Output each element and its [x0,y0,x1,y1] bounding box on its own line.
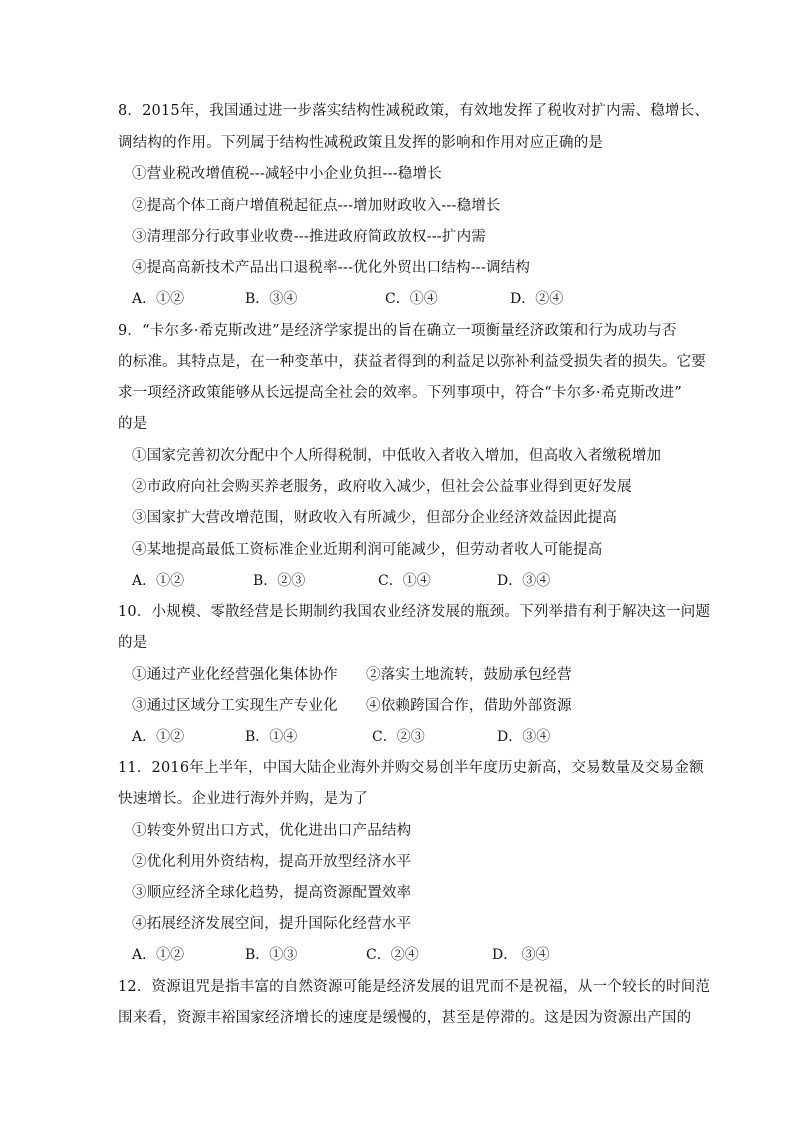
q8-option-b: B．③④ [245,291,298,307]
q12-stem-line-1: 12．资源诅咒是指丰富的自然资源可能是经济发展的诅咒而不是祝福，从一个较长的时间范 [118,979,711,995]
q11-item-1: ①转变外贸出口方式，优化进出口产品结构 [132,823,412,839]
q11-item-2: ②优化利用外资结构，提高开放型经济水平 [132,854,412,870]
q11-option-d: D． ③④ [492,947,550,963]
q10-item-3: ③通过区域分工实现生产专业化 [132,698,338,714]
q9-stem-line-1: 9．“卡尔多·希克斯改进”是经济学家提出的旨在确立一项衡量经济政策和行为成功与否 [118,323,677,339]
q11-item-3: ③顺应经济全球化趋势，提高资源配置效率 [132,885,412,901]
q8-item-3: ③清理部分行政事业收费---推进政府简政放权---扩内需 [132,229,486,245]
q10-option-a: A．①② [132,729,185,745]
q12-stem-line-2: 围来看，资源丰裕国家经济增长的速度是缓慢的，甚至是停滞的。这是因为资源出产国的 [118,1010,692,1026]
q10-stem-line-1: 10．小规模、零散经营是长期制约我国农业经济发展的瓶颈。下列举措有利于解决这一问题 [118,604,711,620]
q9-stem-line-3: 求一项经济政策能够从长远提高全社会的效率。下列事项中，符合“卡尔多·希克斯改进” [118,385,682,401]
q8-option-a: A．①② [132,291,185,307]
q10-stem-line-2: 的是 [118,635,148,651]
q10-item-1: ①通过产业化经营强化集体协作 [132,667,338,683]
q10-option-c: C．②③ [372,729,425,745]
q10-option-b: B．①④ [245,729,298,745]
q9-item-4: ④某地提高最低工资标准企业近期利润可能减少，但劳动者收人可能提高 [132,542,603,558]
q9-option-a: A．①② [132,573,185,589]
q11-item-4: ④拓展经济发展空间，提升国际化经营水平 [132,916,412,932]
q11-option-b: B．①③ [245,947,298,963]
q11-option-c: C．②④ [366,947,419,963]
q8-item-2: ②提高个体工商户增值税起征点---增加财政收入---稳增长 [132,198,501,214]
q8-stem-line-1: 8．2015年，我国通过进一步落实结构性减税政策，有效地发挥了税收对扩内需、稳增长、 [118,103,710,119]
q11-stem-line-1: 11．2016年上半年，中国大陆企业海外并购交易创半年度历史新高，交易数量及交易金额 [118,760,704,776]
q9-item-1: ①国家完善初次分配中个人所得税制，中低收入者收入增加，但高收入者缴税增加 [132,448,662,464]
q9-item-2: ②市政府向社会购买养老服务，政府收入减少，但社会公益事业得到更好发展 [132,479,632,495]
q8-item-1: ①营业税改增值税---减轻中小企业负担---稳增长 [132,166,442,182]
q9-stem-line-4: 的是 [118,416,148,432]
q9-item-3: ③国家扩大营改增范围，财政收入有所减少，但部分企业经济效益因此提高 [132,510,618,526]
q8-item-4: ④提高高新技术产品出口退税率---优化外贸出口结构---调结构 [132,260,531,276]
q10-item-2: ②落实土地流转，鼓励承包经营 [366,667,572,683]
q10-item-4: ④依赖跨国合作，借助外部资源 [366,698,572,714]
q8-option-c: C．①④ [385,291,438,307]
q8-stem-line-2: 调结构的作用。下列属于结构性减税政策且发挥的影响和作用对应正确的是 [118,135,604,151]
q10-option-d: D．③④ [497,729,551,745]
q9-option-b: B．②③ [253,573,306,589]
q9-stem-line-2: 的标准。其特点是，在一种变革中，获益者得到的利益足以弥补利益受损失者的损失。它要 [118,354,706,370]
q9-option-c: C．①④ [378,573,431,589]
q11-stem-line-2: 快速增长。企业进行海外并购，是为了 [118,791,368,807]
q9-option-d: D．③④ [497,573,551,589]
q8-option-d: D．②④ [510,291,564,307]
q11-option-a: A．①② [132,947,185,963]
